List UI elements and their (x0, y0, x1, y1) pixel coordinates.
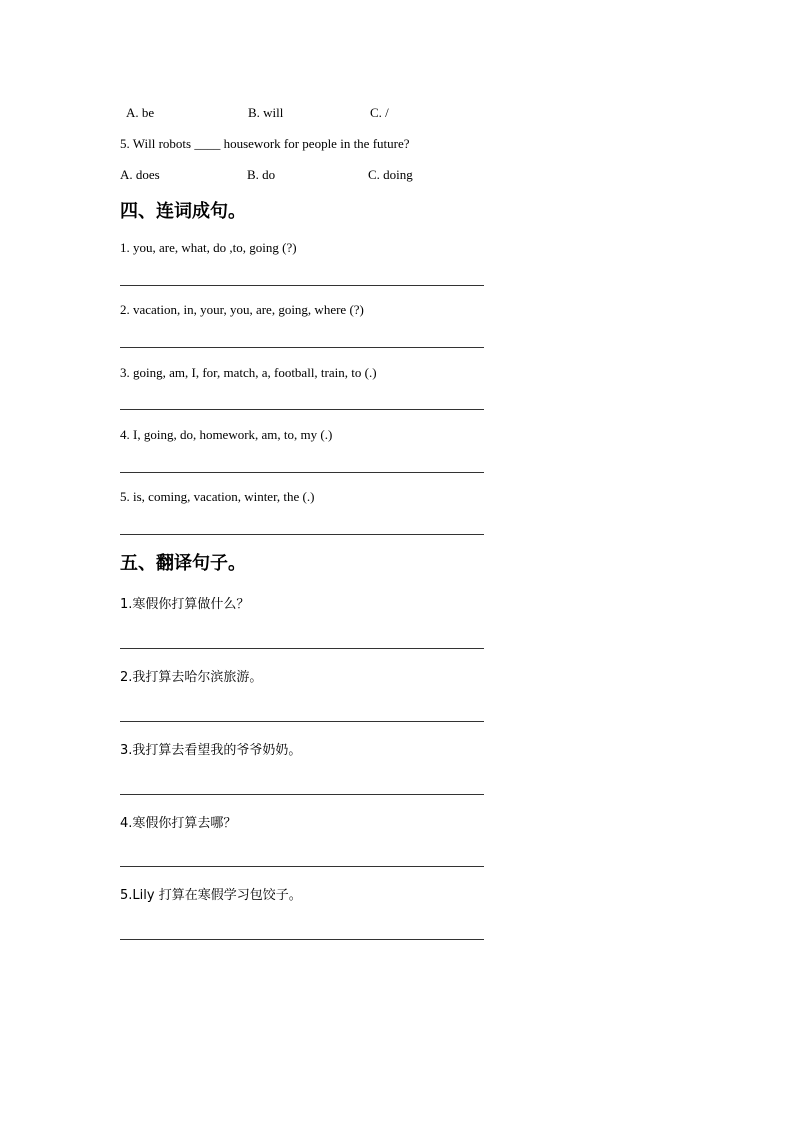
s4-answer-line-4[interactable] (120, 472, 484, 473)
s4-answer-line-1[interactable] (120, 285, 484, 286)
s4-answer-line-5[interactable] (120, 534, 484, 535)
s4-answer-line-3[interactable] (120, 409, 484, 410)
s4-item-3: 3. going, am, I, for, match, a, football, train, to (.) (120, 365, 377, 380)
q5-option-a: A. does (120, 167, 160, 182)
s5-item-5: 5.Lily 打算在寒假学习包饺子。 (120, 888, 302, 903)
s5-item-1: 1.寒假你打算做什么？ (120, 597, 250, 612)
section5-title: 五、翻译句子。 (120, 553, 246, 574)
s5-answer-line-3[interactable] (120, 794, 484, 795)
s5-answer-line-2[interactable] (120, 721, 484, 722)
s5-item-4: 4.寒假你打算去哪？ (120, 816, 237, 831)
s5-answer-line-1[interactable] (120, 648, 484, 649)
s4-item-5: 5. is, coming, vacation, winter, the (.) (120, 489, 315, 504)
q5-option-c: C. doing (368, 167, 413, 182)
s5-item-3: 3.我打算去看望我的爷爷奶奶。 (120, 743, 302, 758)
s4-answer-line-2[interactable] (120, 347, 484, 348)
s4-item-1: 1. you, are, what, do ,to, going (?) (120, 240, 297, 255)
s5-item-2: 2.我打算去哈尔滨旅游。 (120, 670, 263, 685)
q4-option-c: C. / (370, 105, 389, 120)
q4-option-a: A. be (126, 105, 155, 120)
q5-question: 5. Will robots ____ housework for people in the future? (120, 136, 410, 151)
s4-item-4: 4. I, going, do, homework, am, to, my (.) (120, 427, 333, 442)
q5-option-b: B. do (247, 167, 276, 182)
q4-option-b: B. will (248, 105, 284, 120)
s4-item-2: 2. vacation, in, your, you, are, going, where (?) (120, 302, 364, 317)
s5-answer-line-4[interactable] (120, 866, 484, 867)
s5-answer-line-5[interactable] (120, 939, 484, 940)
section4-title: 四、连词成句。 (120, 201, 246, 222)
